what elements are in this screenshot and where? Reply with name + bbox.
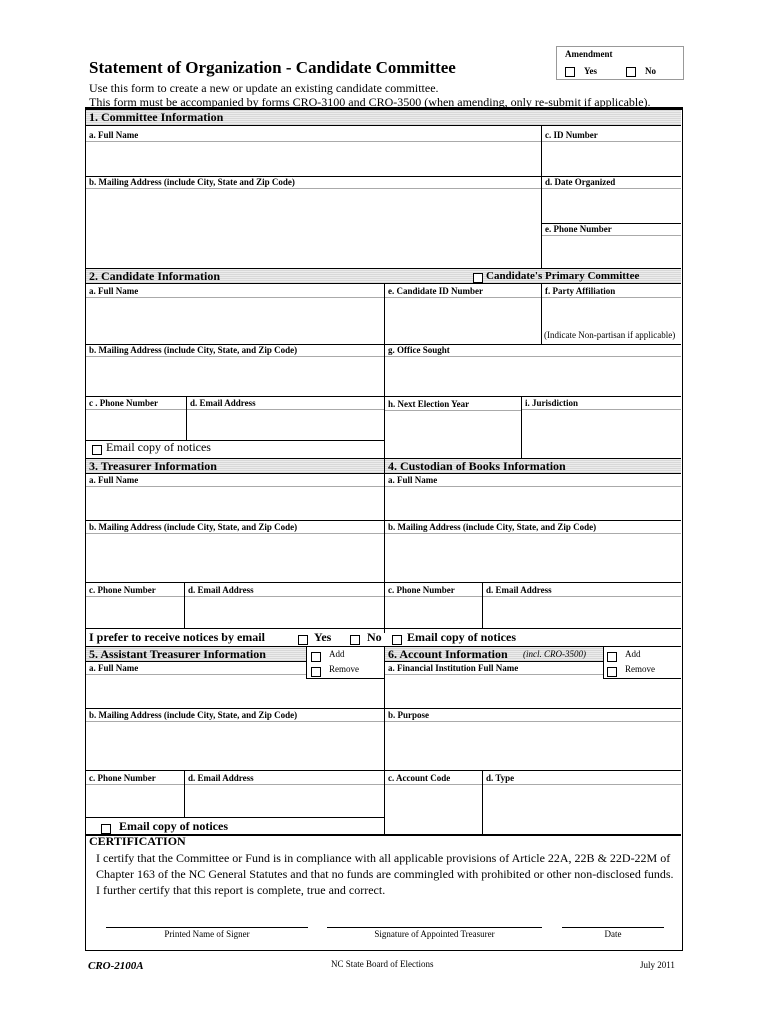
purpose-label: b. Purpose xyxy=(385,709,681,722)
asst-treasurer-full-name-field[interactable] xyxy=(86,678,384,708)
date-caption: Date xyxy=(604,929,622,939)
custodian-email-copy-label: Email copy of notices xyxy=(407,630,516,644)
account-code-label: c. Account Code xyxy=(385,772,482,785)
treasurer-full-name-field[interactable] xyxy=(86,487,384,521)
amendment-no-checkbox[interactable] xyxy=(626,63,636,81)
committee-mailing-label: b. Mailing Address (include City, State and Zip Code) xyxy=(86,176,541,189)
checkbox-icon xyxy=(565,67,575,77)
signature-caption: Signature of Appointed Treasurer xyxy=(374,929,495,939)
date-organized-label: d. Date Organized xyxy=(542,176,681,189)
section-1-header: 1. Committee Information xyxy=(86,110,681,126)
primary-committee-label: Candidate's Primary Committee xyxy=(486,270,640,282)
section-3-header: 3. Treasurer Information xyxy=(86,458,384,474)
s5-remove-label: Remove xyxy=(329,664,359,674)
section-5-header: 5. Assistant Treasurer Information xyxy=(86,646,306,662)
custodian-email-field[interactable] xyxy=(483,597,681,628)
asst-treasurer-full-name-label: a. Full Name xyxy=(86,662,306,675)
prefer-yes-label: Yes xyxy=(314,630,332,644)
custodian-email-label: d. Email Address xyxy=(483,584,681,597)
checkbox-icon xyxy=(92,445,102,455)
intro-line-1: Use this form to create a new or update an existing candidate committee. xyxy=(89,81,439,95)
checkbox-icon xyxy=(607,652,617,662)
s6-add-label: Add xyxy=(625,649,641,659)
certification-title: CERTIFICATION xyxy=(89,834,186,848)
form-id: CRO-2100A xyxy=(88,960,144,972)
section-2-title: 2. Candidate Information xyxy=(89,269,221,283)
checkbox-icon xyxy=(311,667,321,677)
custodian-full-name-label: a. Full Name xyxy=(385,474,681,487)
treasurer-email-label: d. Email Address xyxy=(185,584,384,597)
financial-institution-label: a. Financial Institution Full Name xyxy=(385,662,603,675)
certification-line-2: Chapter 163 of the NC General Statutes and that no funds are commingled with prohibited or other non-disclosed funds. xyxy=(96,867,674,881)
date-line[interactable] xyxy=(562,927,664,928)
checkbox-icon xyxy=(298,635,308,645)
candidate-phone-field[interactable] xyxy=(86,410,186,440)
office-sought-label: g. Office Sought xyxy=(385,344,681,357)
candidate-email-field[interactable] xyxy=(187,410,384,440)
asst-treasurer-mailing-field[interactable] xyxy=(86,722,384,770)
asst-treasurer-phone-label: c. Phone Number xyxy=(86,772,184,785)
next-election-field[interactable] xyxy=(385,411,521,459)
checkbox-icon xyxy=(473,273,483,283)
committee-full-name-label: a. Full Name xyxy=(86,129,541,142)
treasurer-full-name-label: a. Full Name xyxy=(86,474,384,487)
committee-phone-label: e. Phone Number xyxy=(542,223,681,236)
date-organized-field[interactable] xyxy=(542,190,681,223)
treasurer-phone-label: c. Phone Number xyxy=(86,584,184,597)
account-code-field[interactable] xyxy=(385,785,482,834)
checkbox-icon xyxy=(350,635,360,645)
checkbox-icon xyxy=(392,635,402,645)
signature-line[interactable] xyxy=(327,927,542,928)
custodian-phone-field[interactable] xyxy=(385,597,482,628)
next-election-label: h. Next Election Year xyxy=(385,398,521,411)
prefer-no-label: No xyxy=(367,630,382,644)
committee-phone-field[interactable] xyxy=(542,237,681,268)
jurisdiction-label: i. Jurisdiction xyxy=(522,397,681,410)
agency-name: NC State Board of Elections xyxy=(331,959,434,969)
amendment-yes-checkbox[interactable] xyxy=(565,63,575,81)
committee-mailing-field[interactable] xyxy=(86,190,541,268)
certification-line-3: I further certify that this report is complete, true and correct. xyxy=(96,883,386,897)
section-6-header xyxy=(384,646,604,662)
amendment-label: Amendment xyxy=(565,49,613,59)
candidate-full-name-field[interactable] xyxy=(86,298,384,344)
party-note: (Indicate Non-partisan if applicable) xyxy=(544,330,676,340)
checkbox-icon xyxy=(626,67,636,77)
prefer-email-text: I prefer to receive notices by email xyxy=(89,630,265,644)
committee-full-name-field[interactable] xyxy=(86,142,541,176)
primary-committee-checkbox[interactable] xyxy=(473,270,483,285)
custodian-full-name-field[interactable] xyxy=(385,487,681,521)
checkbox-icon xyxy=(607,667,617,677)
treasurer-mailing-field[interactable] xyxy=(86,534,384,582)
purpose-field[interactable] xyxy=(385,722,681,770)
custodian-phone-label: c. Phone Number xyxy=(385,584,482,597)
amendment-no-label: No xyxy=(645,66,656,76)
certification-line-1: I certify that the Committee or Fund is in compliance with all applicable provisions of Article 22A, 22B & 22D-22M of xyxy=(96,851,671,865)
account-type-field[interactable] xyxy=(483,785,681,834)
committee-id-label: c. ID Number xyxy=(542,129,681,142)
form-title: Statement of Organization - Candidate Committee xyxy=(89,58,456,77)
committee-id-field[interactable] xyxy=(542,142,681,176)
s5-add-label: Add xyxy=(329,649,345,659)
custodian-mailing-label: b. Mailing Address (include City, State, and Zip Code) xyxy=(385,521,681,534)
section-6-incl: (incl. CRO-3500) xyxy=(523,649,586,659)
custodian-mailing-field[interactable] xyxy=(385,534,681,582)
party-affiliation-field[interactable] xyxy=(542,298,681,328)
treasurer-mailing-label: b. Mailing Address (include City, State, and Zip Code) xyxy=(86,521,384,534)
asst-treasurer-email-field[interactable] xyxy=(185,785,384,817)
asst-treasurer-mailing-label: b. Mailing Address (include City, State, and Zip Code) xyxy=(86,709,384,722)
amendment-yes-label: Yes xyxy=(584,66,597,76)
form-date: July 2011 xyxy=(640,960,675,970)
asst-treasurer-phone-field[interactable] xyxy=(86,785,184,817)
intro-line-2: This form must be accompanied by forms CRO-3100 and CRO-3500 (when amending, only re-submit if applicable). xyxy=(89,95,651,109)
s6-remove-label: Remove xyxy=(625,664,655,674)
candidate-mailing-label: b. Mailing Address (include City, State, and Zip Code) xyxy=(86,344,384,357)
asst-treasurer-email-label: d. Email Address xyxy=(185,772,384,785)
financial-institution-field[interactable] xyxy=(385,678,681,708)
checkbox-icon xyxy=(101,824,111,834)
treasurer-phone-field[interactable] xyxy=(86,597,184,628)
candidate-full-name-label: a. Full Name xyxy=(86,285,384,298)
candidate-email-copy-label: Email copy of notices xyxy=(106,440,211,454)
candidate-phone-label: c . Phone Number xyxy=(86,397,186,410)
checkbox-icon xyxy=(311,652,321,662)
form-frame xyxy=(85,107,683,951)
candidate-id-label: e. Candidate ID Number xyxy=(385,285,541,298)
printed-name-line[interactable] xyxy=(106,927,308,928)
treasurer-email-field[interactable] xyxy=(185,597,384,628)
candidate-mailing-field[interactable] xyxy=(86,358,384,396)
candidate-email-copy-checkbox[interactable] xyxy=(92,441,102,459)
party-affiliation-label: f. Party Affiliation xyxy=(542,285,681,298)
section-6-title: 6. Account Information xyxy=(388,647,508,661)
section-2-header xyxy=(86,268,681,284)
candidate-email-label: d. Email Address xyxy=(187,397,384,410)
jurisdiction-field[interactable] xyxy=(522,410,681,459)
candidate-id-field[interactable] xyxy=(385,298,541,344)
asst-email-copy-label: Email copy of notices xyxy=(119,819,228,833)
account-type-label: d. Type xyxy=(483,772,681,785)
section-4-header: 4. Custodian of Books Information xyxy=(384,458,681,474)
printed-name-caption: Printed Name of Signer xyxy=(164,929,250,939)
office-sought-field[interactable] xyxy=(385,358,681,396)
